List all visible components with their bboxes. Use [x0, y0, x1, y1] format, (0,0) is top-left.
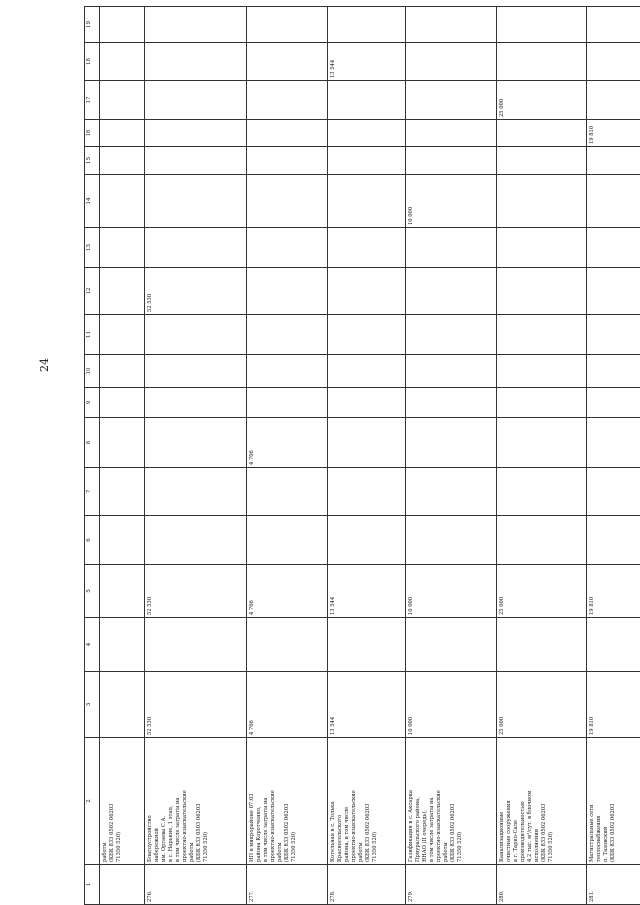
column-header: 13	[85, 228, 100, 268]
value-cell: 10 000	[406, 565, 497, 618]
value-cell: 19 810	[587, 672, 640, 738]
value-cell	[145, 468, 247, 516]
value-cell	[406, 418, 497, 468]
value-cell	[497, 468, 587, 516]
value-cell	[100, 43, 145, 81]
value-cell	[587, 355, 640, 388]
column-header: 18	[85, 43, 100, 81]
value-cell	[145, 81, 247, 120]
value-cell	[247, 468, 328, 516]
value-cell	[145, 516, 247, 565]
table-row	[247, 7, 328, 905]
header-row	[85, 7, 100, 905]
column-header: 11	[85, 315, 100, 355]
value-cell	[406, 81, 497, 120]
value-cell: 52 530	[145, 565, 247, 618]
value-cell	[497, 43, 587, 81]
value-cell	[587, 228, 640, 268]
value-cell	[145, 7, 247, 43]
value-cell	[587, 418, 640, 468]
value-cell	[100, 315, 145, 355]
value-cell	[100, 672, 145, 738]
value-cell	[328, 618, 406, 672]
value-cell	[497, 618, 587, 672]
description-cell: Котельная в с. Толька Красносельского района, в том числе проектно-изыскательские работы (КБК 833 0502 06203 71350 520)	[328, 738, 406, 865]
value-cell	[497, 120, 587, 147]
value-cell	[587, 175, 640, 228]
value-cell	[328, 81, 406, 120]
description-cell: ИП в микрорайоне 07:03 района Коротченко, в том числе затраты на проектно-изыскательские работы (КБК 833 0502 06203 71350 520)	[247, 738, 328, 865]
value-cell: 52 530	[145, 268, 247, 315]
column-header: 10	[85, 355, 100, 388]
description-cell: работы (КБК 833 0502 06203 71350 520)	[100, 738, 145, 865]
value-cell	[587, 468, 640, 516]
value-cell	[587, 81, 640, 120]
value-cell	[497, 388, 587, 418]
column-header: 16	[85, 120, 100, 147]
value-cell	[497, 175, 587, 228]
value-cell	[587, 147, 640, 175]
value-cell: 13 544	[328, 565, 406, 618]
value-cell	[587, 7, 640, 43]
column-header: 14	[85, 175, 100, 228]
row-number-cell: 280.	[497, 865, 587, 905]
value-cell	[247, 228, 328, 268]
value-cell	[100, 228, 145, 268]
value-cell	[406, 147, 497, 175]
value-cell	[328, 268, 406, 315]
value-cell: 19 810	[587, 120, 640, 147]
row-number-cell: 276.	[145, 865, 247, 905]
value-cell	[247, 81, 328, 120]
value-cell: 25 000	[497, 672, 587, 738]
value-cell	[247, 388, 328, 418]
column-header: 17	[85, 81, 100, 120]
value-cell	[247, 355, 328, 388]
column-header: 8	[85, 418, 100, 468]
description-cell: Канализационные очистные сооружения в г. Тарко-Сале производительностью 4,2 тыс. м³/сут. в блочном исполнении (КБК 833 0502 06203 71350 520)	[497, 738, 587, 865]
description-cell: Магистральные сети теплоснабжения п. Тазовский (КБК 833 0502 06203	[587, 738, 640, 865]
value-cell	[328, 315, 406, 355]
table-row	[497, 7, 587, 905]
page-number: 24	[38, 358, 51, 372]
value-cell	[100, 355, 145, 388]
value-cell	[587, 315, 640, 355]
value-cell: 19 810	[587, 565, 640, 618]
value-cell	[406, 120, 497, 147]
value-cell	[100, 175, 145, 228]
row-number-cell: 277.	[247, 865, 328, 905]
value-cell	[497, 268, 587, 315]
value-cell	[100, 120, 145, 147]
value-cell	[247, 7, 328, 43]
value-cell	[328, 388, 406, 418]
value-cell	[406, 228, 497, 268]
value-cell	[145, 43, 247, 81]
column-header: 2	[85, 738, 100, 865]
value-cell	[328, 418, 406, 468]
value-cell: 13 544	[328, 672, 406, 738]
value-cell	[497, 418, 587, 468]
value-cell	[406, 388, 497, 418]
value-cell	[100, 147, 145, 175]
row-number-cell: 278.	[328, 865, 406, 905]
value-cell	[328, 228, 406, 268]
value-cell	[247, 120, 328, 147]
value-cell	[145, 388, 247, 418]
value-cell	[406, 468, 497, 516]
value-cell	[406, 355, 497, 388]
value-cell: 25 000	[497, 81, 587, 120]
value-cell	[145, 120, 247, 147]
value-cell	[328, 516, 406, 565]
value-cell: 4 706	[247, 418, 328, 468]
row-number-cell: 279.	[406, 865, 497, 905]
value-cell: 52 530	[145, 672, 247, 738]
value-cell	[587, 268, 640, 315]
value-cell	[587, 516, 640, 565]
value-cell	[328, 175, 406, 228]
row-number-cell: 281.	[587, 865, 640, 905]
value-cell: 4 706	[247, 565, 328, 618]
table-row	[587, 7, 640, 905]
value-cell	[145, 175, 247, 228]
column-header: 6	[85, 516, 100, 565]
value-cell: 13 544	[328, 43, 406, 81]
value-cell	[247, 516, 328, 565]
value-cell	[587, 43, 640, 81]
value-cell	[406, 7, 497, 43]
value-cell	[328, 120, 406, 147]
column-header: 3	[85, 672, 100, 738]
value-cell	[145, 147, 247, 175]
value-cell	[100, 81, 145, 120]
value-cell	[145, 418, 247, 468]
value-cell	[100, 388, 145, 418]
column-header: 1	[85, 865, 100, 905]
value-cell	[100, 516, 145, 565]
value-cell	[328, 468, 406, 516]
value-cell: 10 000	[406, 672, 497, 738]
value-cell	[406, 315, 497, 355]
value-cell	[247, 175, 328, 228]
table-row	[100, 7, 145, 905]
value-cell	[406, 43, 497, 81]
value-cell	[100, 618, 145, 672]
value-cell: 4 706	[247, 672, 328, 738]
column-header: 9	[85, 388, 100, 418]
table-row	[406, 7, 497, 905]
column-header: 12	[85, 268, 100, 315]
value-cell	[587, 388, 640, 418]
value-cell	[406, 268, 497, 315]
value-cell	[406, 618, 497, 672]
value-cell	[497, 516, 587, 565]
value-cell	[100, 418, 145, 468]
value-cell	[497, 355, 587, 388]
value-cell	[406, 516, 497, 565]
value-cell	[100, 468, 145, 516]
value-cell	[247, 147, 328, 175]
value-cell: 10 000	[406, 175, 497, 228]
value-cell: 25 000	[497, 565, 587, 618]
value-cell	[247, 618, 328, 672]
rotated-table-container	[84, 7, 617, 905]
budget-table	[84, 6, 640, 905]
description-cell: Газификация в с. Аксарка Приуральского района, ЯНАО (II очередь), в том числе затраты на проектно-изыскательские работы (КБК 833 0502 06203 71350 520)	[406, 738, 497, 865]
value-cell	[145, 618, 247, 672]
value-cell	[247, 43, 328, 81]
value-cell	[328, 147, 406, 175]
table-row	[145, 7, 247, 905]
description-cell: Благоустройство набережной им. Оргаева С.А. в с. Нарьяне, 1 этап, в том числе затраты на проектно-изыскательские работы (КБК 833 0503 06203 71350 520)	[145, 738, 247, 865]
value-cell	[328, 7, 406, 43]
column-header: 5	[85, 565, 100, 618]
value-cell	[100, 565, 145, 618]
value-cell	[247, 268, 328, 315]
column-header: 15	[85, 147, 100, 175]
value-cell	[145, 228, 247, 268]
column-header: 7	[85, 468, 100, 516]
value-cell	[247, 315, 328, 355]
value-cell	[100, 7, 145, 43]
table-row	[328, 7, 406, 905]
value-cell	[145, 355, 247, 388]
value-cell	[497, 315, 587, 355]
column-header: 4	[85, 618, 100, 672]
value-cell	[497, 147, 587, 175]
value-cell	[497, 228, 587, 268]
value-cell	[100, 268, 145, 315]
value-cell	[587, 618, 640, 672]
value-cell	[328, 355, 406, 388]
value-cell	[497, 7, 587, 43]
value-cell	[145, 315, 247, 355]
column-header: 19	[85, 7, 100, 43]
row-number-cell	[100, 865, 145, 905]
